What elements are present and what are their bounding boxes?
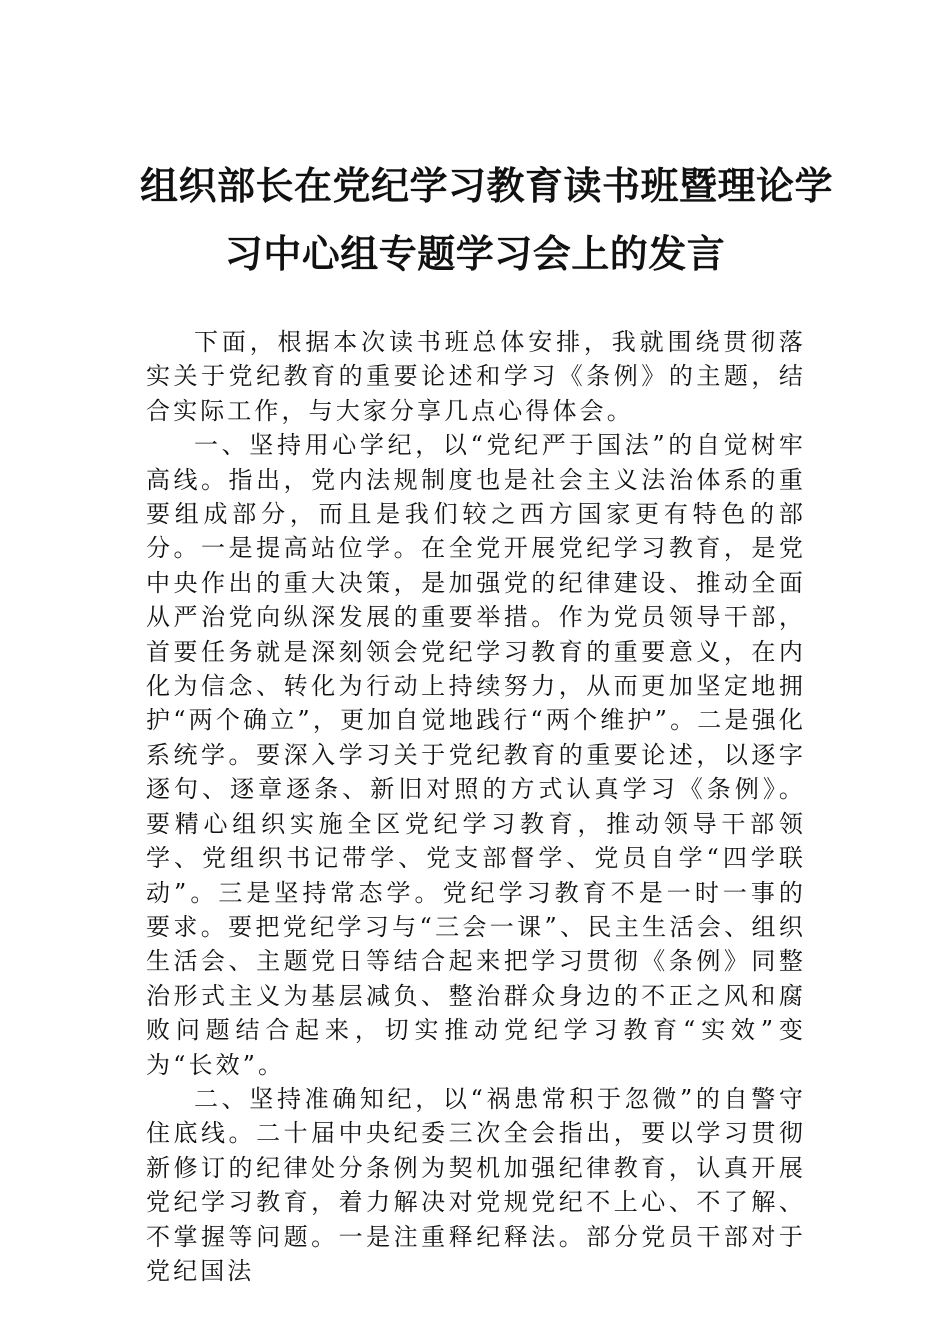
document-title: [140, 152, 834, 288]
document-body: [146, 325, 806, 1288]
title-line-1: 组织部长在党纪学习教育读书班暨理论学: [140, 163, 834, 208]
paragraph-section-2: 二、坚持准确知纪，以“祸患常积于忽微”的自警守住底线。二十届中央纪委三次全会指出，要以学习贯彻新修订的纪律处分条例为契机加强纪律教育，认真开展党纪学习教育，着力解决对党规党纪不上心、不了解、不掌握等问题。一是注重释纪释法。部分党员干部对于党纪国法: [146, 1084, 806, 1285]
paragraph-intro: 下面，根据本次读书班总体安排，我就围绕贯彻落实关于党纪教育的重要论述和学习《条例》的主题，结合实际工作，与大家分享几点心得体会。: [146, 328, 806, 425]
paragraph-section-1: 一、坚持用心学纪，以“党纪严于国法”的自觉树牢高线。指出，党内法规制度也是社会主义法治体系的重要组成部分，而且是我们较之西方国家更有特色的部分。一是提高站位学。在全党开展党纪学习教育，是党中央作出的重大决策，是加强党的纪律建设、推动全面从严治党向纵深发展的重要举措。作为党员领导干部，首要任务就是深刻领会党纪学习教育的重要意义，在内化为信念、转化为行动上持续努力，从而更加坚定地拥护“两个确立”，更加自觉地践行“两个维护”。二是强化系统学。要深入学习关于党纪教育的重要论述，以逐字逐句、逐章逐条、新旧对照的方式认真学习《条例》。要精心组织实施全区党纪学习教育，推动领导干部领学、党组织书记带学、党支部督学、党员自学“四学联动”。三是坚持常态学。党纪学习教育不是一时一事的要求。要把党纪学习与“三会一课”、民主生活会、组织生活会、主题党日等结合起来把学习贯彻《条例》同整治形式主义为基层减负、整治群众身边的不正之风和腐败问题结合起来，切实推动党纪学习教育“实效”变为“长效”。: [146, 431, 806, 1079]
title-line-2: 习中心组专题学习会上的发言: [224, 231, 726, 276]
